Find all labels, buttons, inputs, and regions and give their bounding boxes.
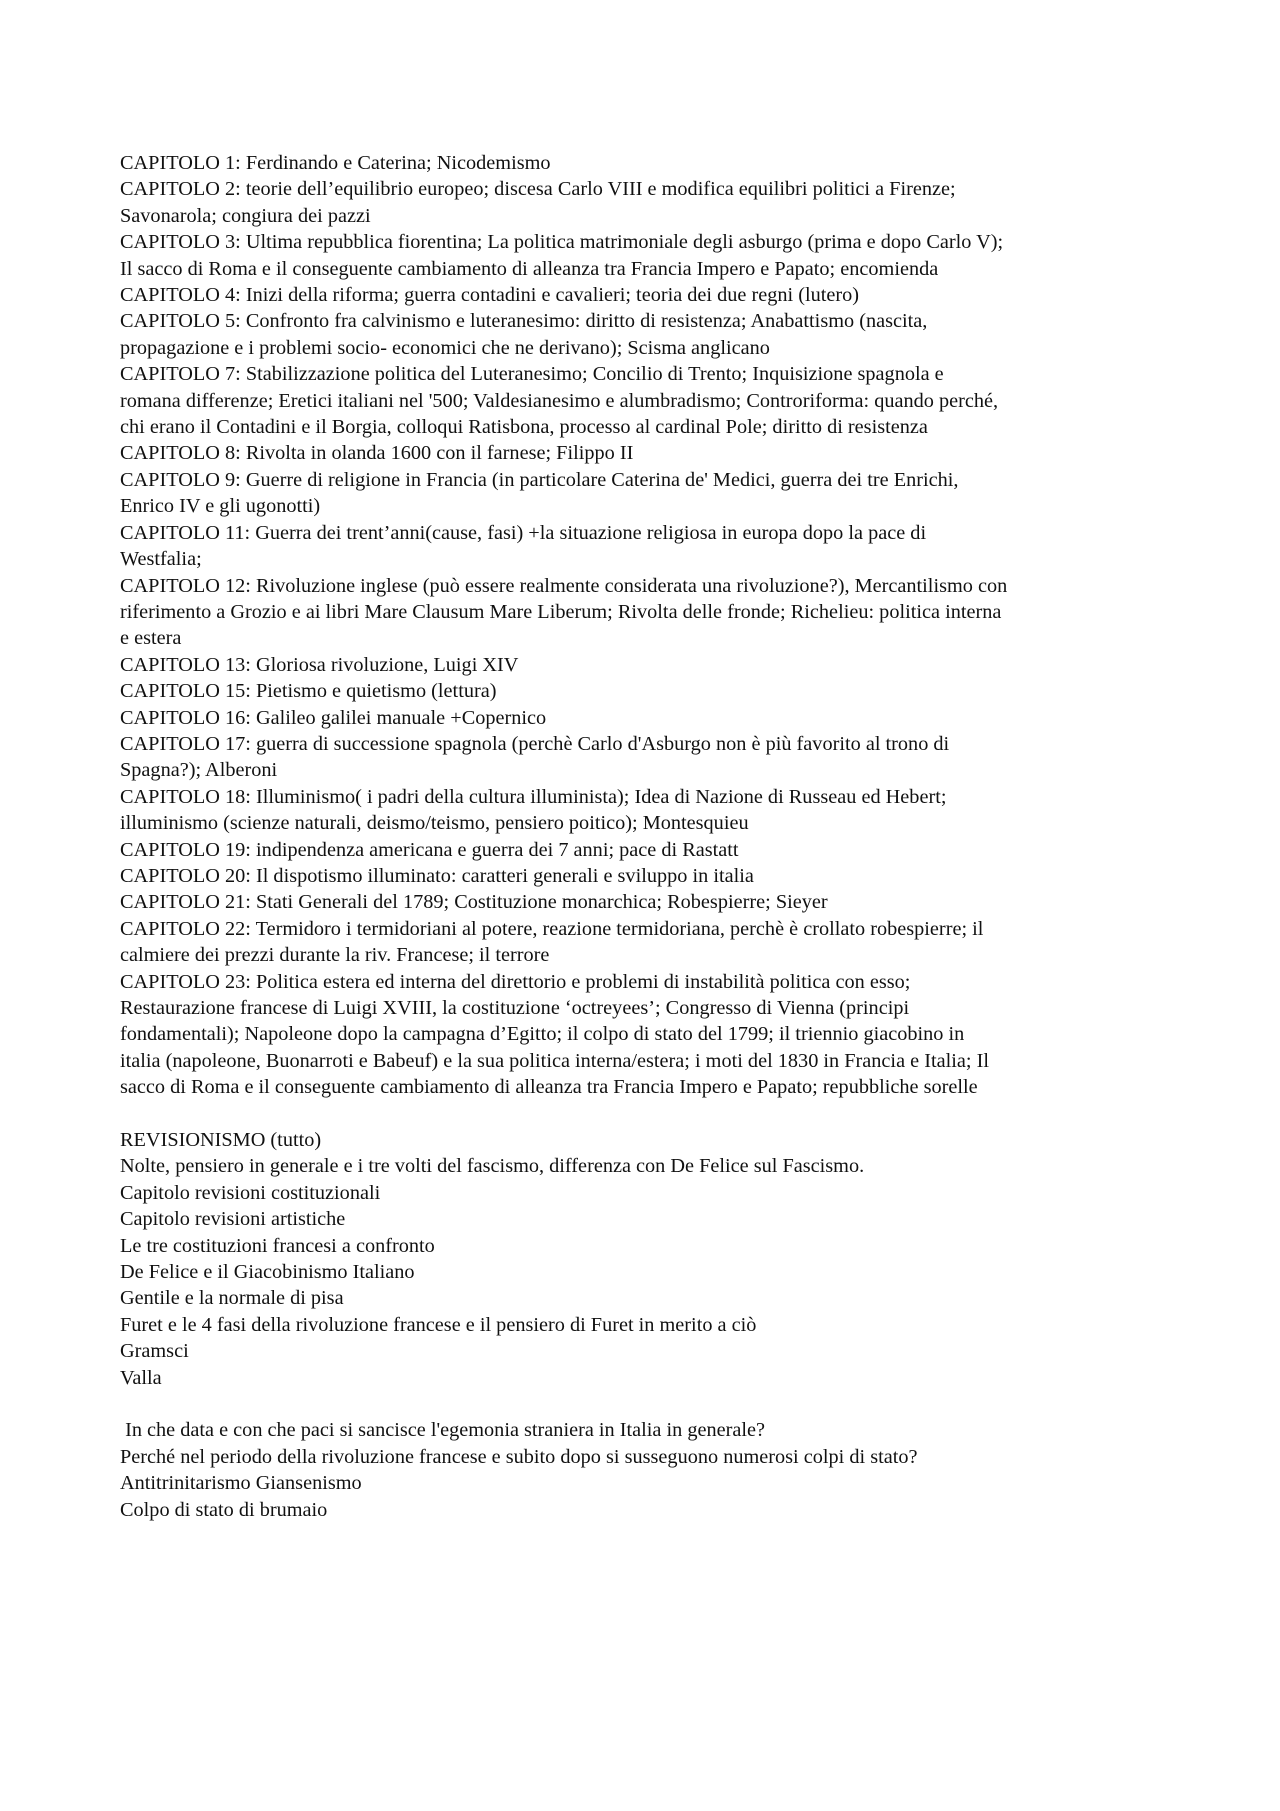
revisionismo-item: Nolte, pensiero in generale e i tre volti del fascismo, differenza con De Felice sul Fascismo. [120, 1155, 865, 1178]
chapter-22: CAPITOLO 22: Termidoro i termidoriani al potere, reazione termidoriana, perchè è crollato robespierre; il calmiere dei prezzi durante la riv. Francese; il terrore [120, 917, 984, 967]
question-item: In che data e con che paci si sancisce l'egemonia straniera in Italia in generale? [120, 1419, 766, 1442]
question-item: Antitrinitarismo Giansenismo [120, 1472, 362, 1495]
revisionismo-item: Gentile e la normale di pisa [120, 1287, 344, 1310]
chapter-17: CAPITOLO 17: guerra di successione spagnola (perchè Carlo d'Asburgo non è più favorito al trono di Spagna?); Alberoni [120, 732, 950, 782]
paragraph-spacer [120, 1391, 1170, 1417]
document-body [120, 150, 1170, 1523]
chapter-23: CAPITOLO 23: Politica estera ed interna del direttorio e problemi di instabilità politica con esso; Restaurazione francese di Luigi XVIII, la costituzione ‘octreyees’; Congresso di Vienna (principi fondamentali); Napoleone dopo la campagna d’Egitto; il colpo di stato del 1799; il triennio giacobino in italia (napoleone, Buonarroti e Babeuf) e la sua politica interna/estera; i moti del 1830 in Francia e Italia; Il sacco di Roma e il conseguente cambiamento di alleanza tra Francia Impero e Papato; repubbliche sorelle [120, 970, 989, 1099]
chapter-21: CAPITOLO 21: Stati Generali del 1789; Costituzione monarchica; Robespierre; Sieyer [120, 891, 828, 914]
revisionismo-item: Le tre costituzioni francesi a confronto [120, 1234, 435, 1257]
revisionismo-item: De Felice e il Giacobinismo Italiano [120, 1261, 415, 1284]
chapter-7: CAPITOLO 7: Stabilizzazione politica del Luteranesimo; Concilio di Trento; Inquisizione spagnola e romana differenze; Eretici italiani nel '500; Valdesianesimo e alumbradismo; Controriforma: quando perché, chi erano il Contadini e il Borgia, colloqui Ratisbona, processo al cardinal Pole; diritto di resistenza [120, 363, 999, 439]
question-item: Colpo di stato di brumaio [120, 1498, 328, 1521]
chapter-15: CAPITOLO 15: Pietismo e quietismo (lettura) [120, 680, 497, 703]
revisionismo-item: Capitolo revisioni costituzionali [120, 1181, 381, 1204]
chapter-8: CAPITOLO 8: Rivolta in olanda 1600 con il farnese; Filippo II [120, 442, 634, 465]
revisionismo-item: Furet e le 4 fasi della rivoluzione francese e il pensiero di Furet in merito a ciò [120, 1313, 757, 1336]
revisionismo-item: Valla [120, 1366, 162, 1389]
chapter-5: CAPITOLO 5: Confronto fra calvinismo e luteranesimo: diritto di resistenza; Anabattismo (nascita, propagazione e i problemi socio- economici che ne derivano); Scisma anglicano [120, 310, 928, 359]
chapter-1: CAPITOLO 1: Ferdinando e Caterina; Nicodemismo [120, 152, 551, 174]
chapter-9: CAPITOLO 9: Guerre di religione in Francia (in particolare Caterina de' Medici, guerra dei tre Enrichi, Enrico IV e gli ugonotti) [120, 468, 959, 518]
chapter-3: CAPITOLO 3: Ultima repubblica fiorentina; La politica matrimoniale degli asburgo (prima e dopo Carlo V); Il sacco di Roma e il conseguente cambiamento di alleanza tra Francia Impero e Papato; encomienda [120, 231, 1004, 280]
chapter-16: CAPITOLO 16: Galileo galilei manuale +Copernico [120, 706, 547, 729]
chapter-12: CAPITOLO 12: Rivoluzione inglese (può essere realmente considerata una rivoluzione?), Mercantilismo con riferimento a Grozio e ai libri Mare Clausum Mare Liberum; Rivolta delle fronde; Richelieu: politica interna e estera [120, 574, 1008, 650]
chapter-19: CAPITOLO 19: indipendenza americana e guerra dei 7 anni; pace di Rastatt [120, 838, 739, 861]
revisionismo-section [120, 1127, 1170, 1391]
chapter-13: CAPITOLO 13: Gloriosa rivoluzione, Luigi XIV [120, 653, 519, 676]
chapter-2: CAPITOLO 2: teorie dell’equilibrio europeo; discesa Carlo VIII e modifica equilibri politici a Firenze; Savonarola; congiura dei pazzi [120, 178, 956, 227]
chapter-20: CAPITOLO 20: Il dispotismo illuminato: caratteri generali e sviluppo in italia [120, 864, 754, 887]
paragraph-spacer [120, 1101, 1170, 1127]
chapter-4: CAPITOLO 4: Inizi della riforma; guerra contadini e cavalieri; teoria dei due regni (lutero) [120, 284, 860, 307]
chapters-section [120, 150, 1170, 1101]
question-item: Perché nel periodo della rivoluzione francese e subito dopo si susseguono numerosi colpi di stato? [120, 1445, 918, 1468]
revisionismo-heading: REVISIONISMO (tutto) [120, 1129, 322, 1152]
revisionismo-item: Capitolo revisioni artistiche [120, 1208, 346, 1231]
revisionismo-item: Gramsci [120, 1340, 189, 1363]
chapter-18: CAPITOLO 18: Illuminismo( i padri della cultura illuminista); Idea di Nazione di Russeau ed Hebert; illuminismo (scienze naturali, deismo/teismo, pensiero poitico); Montesquieu [120, 785, 947, 835]
chapter-11: CAPITOLO 11: Guerra dei trent’anni(cause, fasi) +la situazione religiosa in europa dopo la pace di Westfalia; [120, 521, 927, 571]
questions-section [120, 1417, 1170, 1523]
